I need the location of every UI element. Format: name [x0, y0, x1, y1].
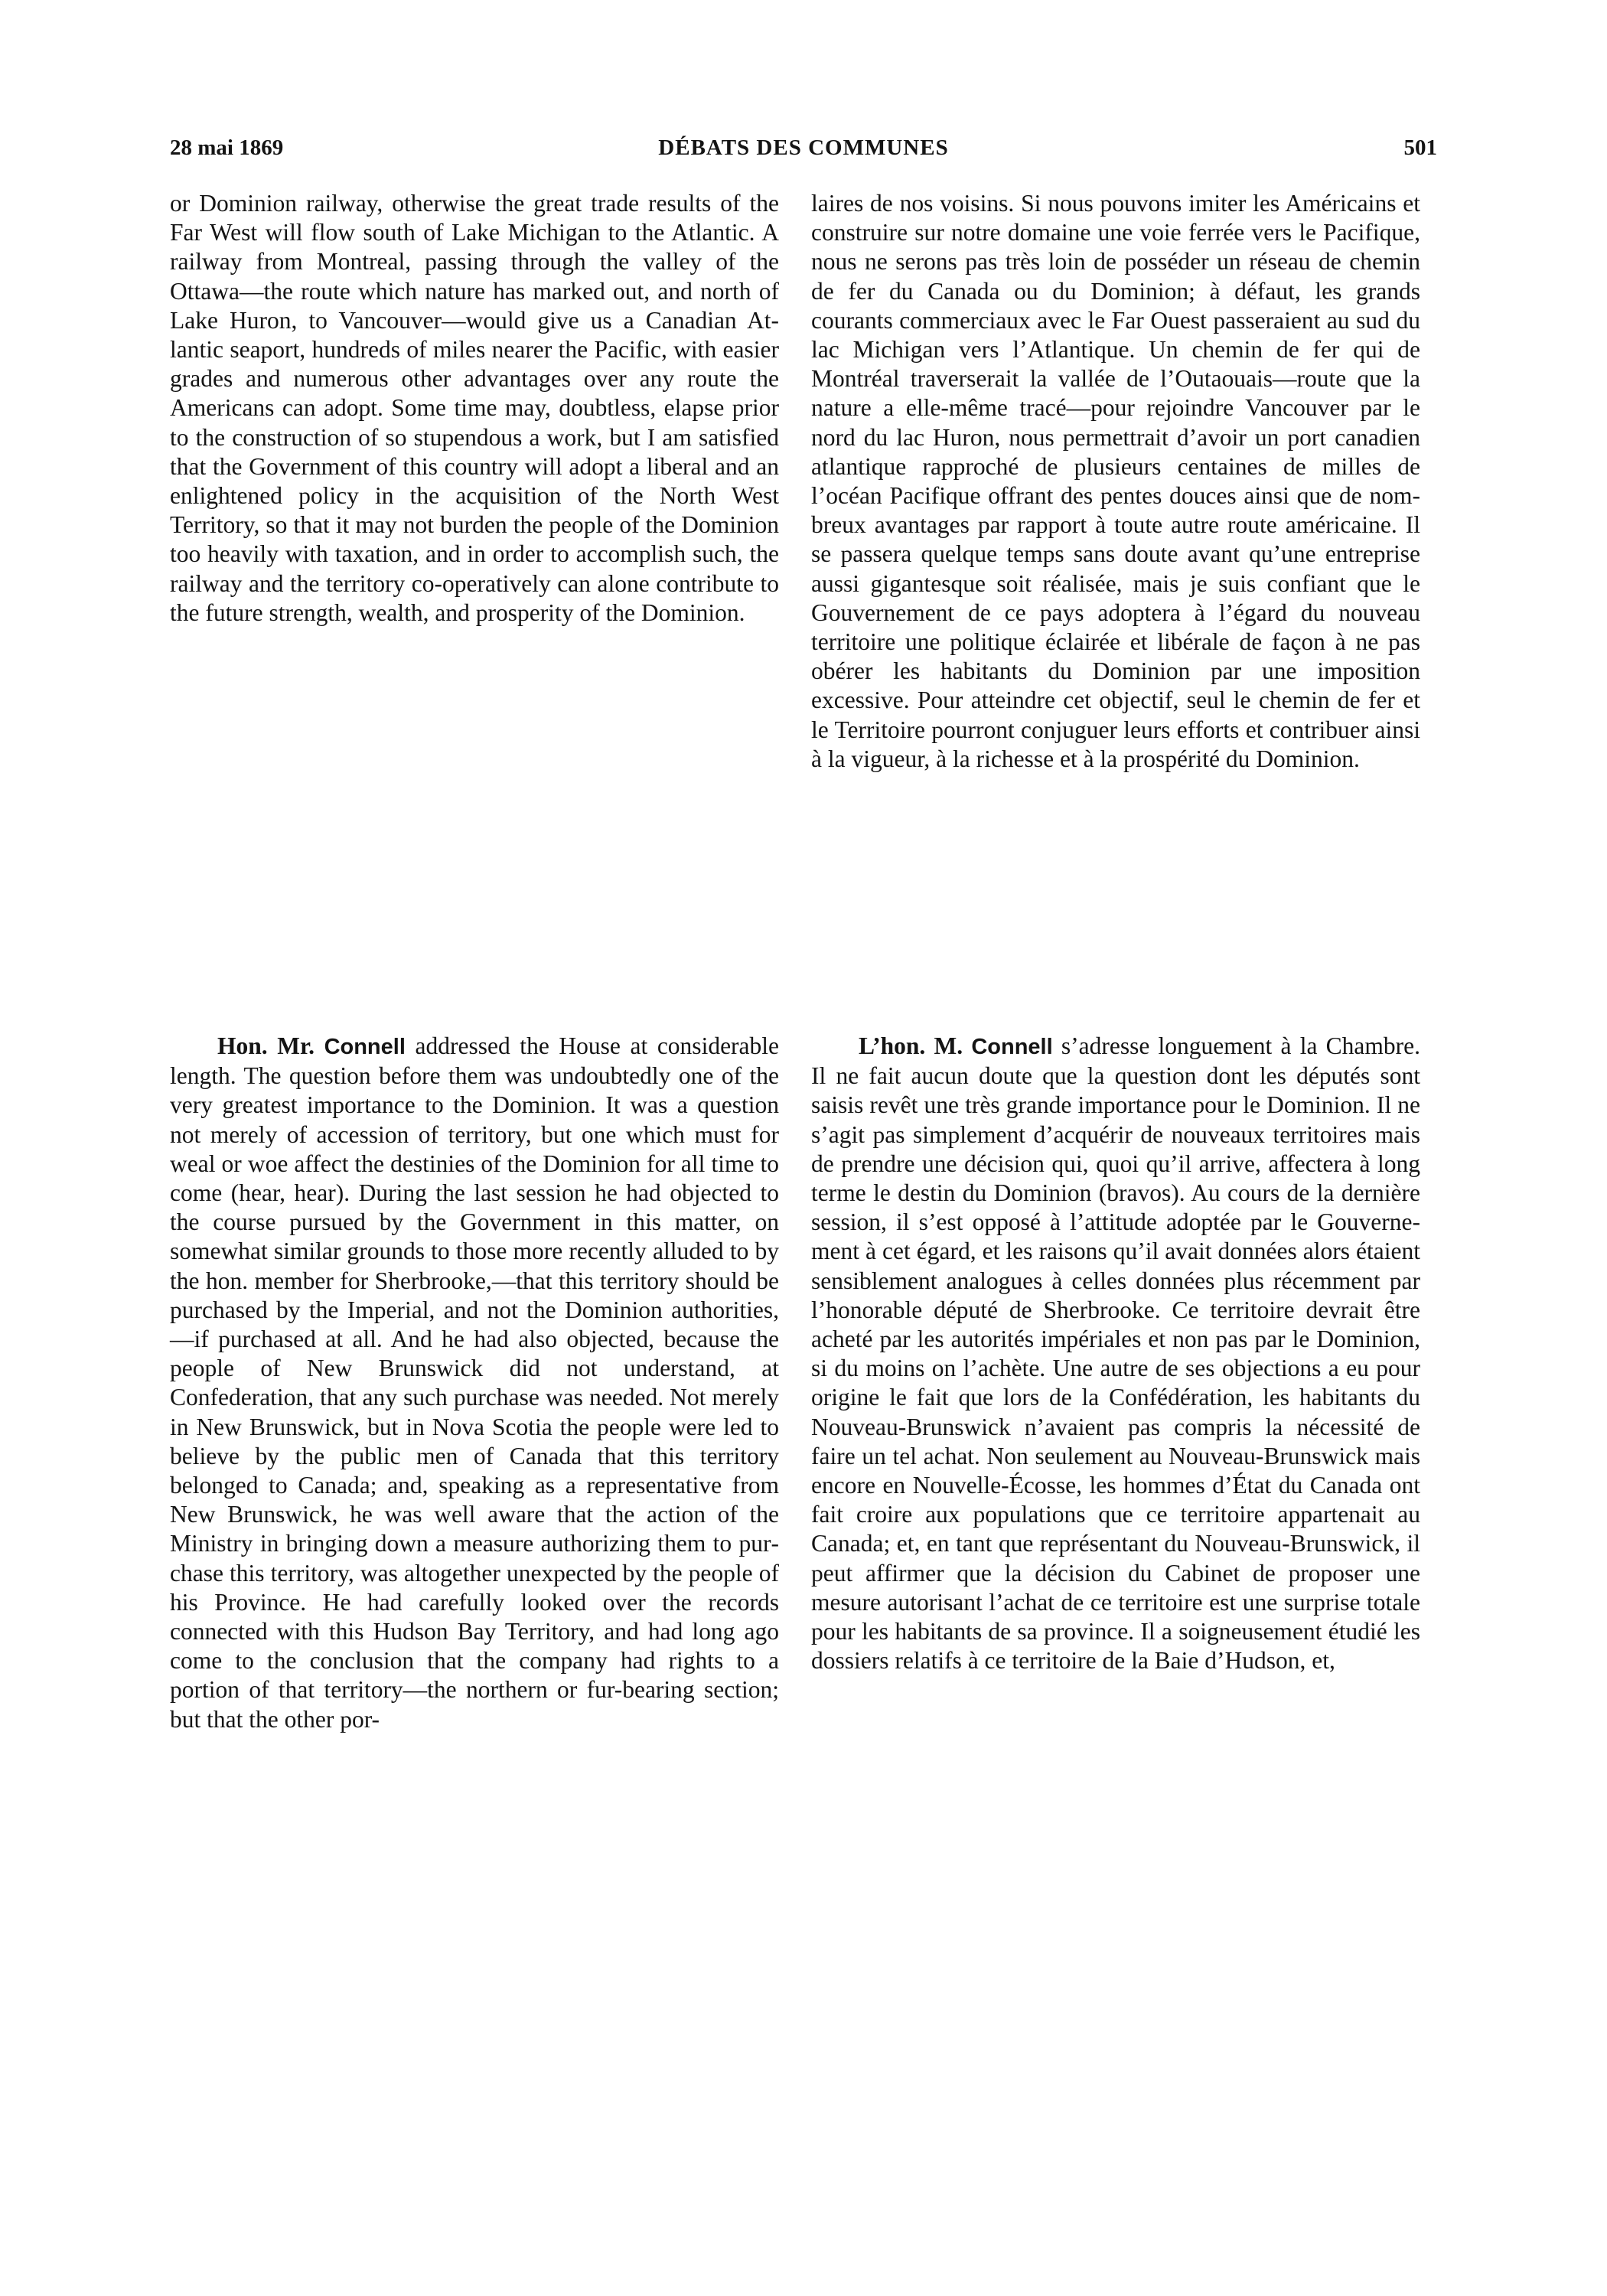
english-column-top — [170, 189, 779, 628]
french-column-bottom — [811, 1032, 1420, 1675]
page-number: 501 — [1403, 135, 1437, 160]
header-title: DÉBATS DES COMMUNES — [658, 135, 949, 160]
english-paragraph-connell-text: addressed the House at considerable length. The question before them was undoubtedly one of the very greatest importance to the Dominion. It was a question not merely of accession of territory, but one which must for weal or woe affect the destinies of the Dominion for all time to come (hear, hear). During the last session he had objected to the course pursued by the Government in this matter, on somewhat similar grounds to those more recently alluded to by the hon. member for Sherbrooke,—that this territory should be purchased by the Imperial, and not the Dominion authorities,—if purchased at all. And he had also objected, because the people of New Brunswick did not understand, at Confederation, that any such purchase was needed. Not merely in New Brunswick, but in Nova Scotia the people were led to believe by the public men of Canada that this territory belonged to Canada; and, speaking as a representative from New Brunswick, he was well aware that the action of the Ministry in bringing down a measure authorizing them to purchase this territory, was altogether unexpected by the people of his Province. He had carefully looked over the records connected with this Hudson Bay Territory, and had long ago come to the conclusion that the company had rights to a portion of that territory—the northern or fur-bearing section; but that the other por- — [170, 1032, 780, 1733]
french-speaker-name: Connell — [971, 1035, 1053, 1059]
english-speaker-title: Hon. Mr. — [217, 1032, 315, 1059]
english-paragraph-connell — [170, 1032, 779, 1734]
english-speaker-name: Connell — [324, 1035, 406, 1059]
english-column-bottom — [170, 1032, 779, 1734]
french-paragraph-connell-text: s’adresse longuement à la Chambre. Il ne fait aucun doute que la question dont les députés sont saisis revêt une très grande importance pour le Dominion. Il ne s’agit pas simplement d’acquérir de nouveaux territoires mais de prendre une décision qui, quoi qu’il arrive, affectera à long terme le destin du Dominion (bravos). Au cours de la dernière session, il s’est opposé à l’attitude adoptée par le Gouvernement à cet égard, et les raisons qu’il avait données alors étaient sensiblement analogues à celles données plus récemment par l’honorable député de Sherbrooke. Ce territoire devrait être acheté par les autorités impériales et non pas par le Dominion, si du moins on l’achète. Une autre de ses objections a eu pour origine le fait que lors de la Confédération, les habitants du Nouveau-Brunswick n’avaient pas compris la nécessité de faire un tel achat. Non seulement au Nouveau-Brunswick mais encore en Nouvelle-Écosse, les hommes d’État du Canada ont fait croire aux populations que ce territoire appartenait au Canada; et, en tant que représentant du Nouveau-Brunswick, il peut affirmer que la décision du Cabinet de proposer une mesure autorisant l’achat de ce territoire est une surprise totale pour les habitants de sa province. Il a soigneusement étudié les dossiers relatifs à ce territoire de la Baie d’Hudson, et, — [811, 1032, 1420, 1675]
french-paragraph-connell — [811, 1032, 1420, 1675]
french-paragraph-railway: laires de nos voisins. Si nous pouvons imiter les Américains et construire sur notre domaine une voie ferrée vers le Pacifique, nous ne serons pas très loin de posséder un réseau de chemin de fer du Canada ou du Dominion; à défaut, les grands courants commerciaux avec le Far Ouest passeraient au sud du lac Michigan vers l’Atlantique. Un chemin de fer qui de Montréal traverserait la vallée de l’Outaouais—route que la nature a elle-même tracé—pour rejoindre Vancouver par le nord du lac Huron, nous permettrait d’avoir un port canadien atlantique rapproché de plusieurs centaines de milles de l’océan Pacifique offrant des pentes douces ainsi que de nombreux avantages par rapport à toute autre route américaine. Il se passera quelque temps sans doute avant qu’une entreprise aussi gigantesque soit réalisée, mais je suis confiant que le Gouvernement de ce pays adoptera à l’égard du nouveau territoire une politique éclairée et libérale de façon à ne pas obérer les habitants du Dominion par une imposition excessive. Pour atteindre cet objectif, seul le chemin de fer et le Territoire pourront conjuguer leurs efforts et contribuer ainsi à la vigueur, à la richesse et à la prospérité du Dominion. — [811, 190, 1420, 772]
english-paragraph-railway: or Dominion railway, otherwise the great trade results of the Far West will flow south of Lake Michigan to the Atlantic. A railway from Montreal, passing through the valley of the Ottawa—the route which nature has marked out, and north of Lake Huron, to Vancouver—would give us a Canadian Atlantic seaport, hundreds of miles nearer the Pacific, with easier grades and numerous other advantages over any route the Americans can adopt. Some time may, doubtless, elapse prior to the construction of so stupendous a work, but I am satisfied that the Government of this country will adopt a liberal and an enlightened policy in the acquisition of the North West Territory, so that it may not burden the people of the Dominion too heavily with taxation, and in order to accomplish such, the railway and the territory co-operatively can alone contribute to the future strength, wealth, and prosperity of the Dominion. — [170, 190, 779, 626]
french-column-top — [811, 189, 1420, 774]
header-date: 28 mai 1869 — [170, 135, 284, 160]
page-header — [170, 132, 1437, 163]
french-speaker-title: L’hon. M. — [859, 1032, 963, 1059]
